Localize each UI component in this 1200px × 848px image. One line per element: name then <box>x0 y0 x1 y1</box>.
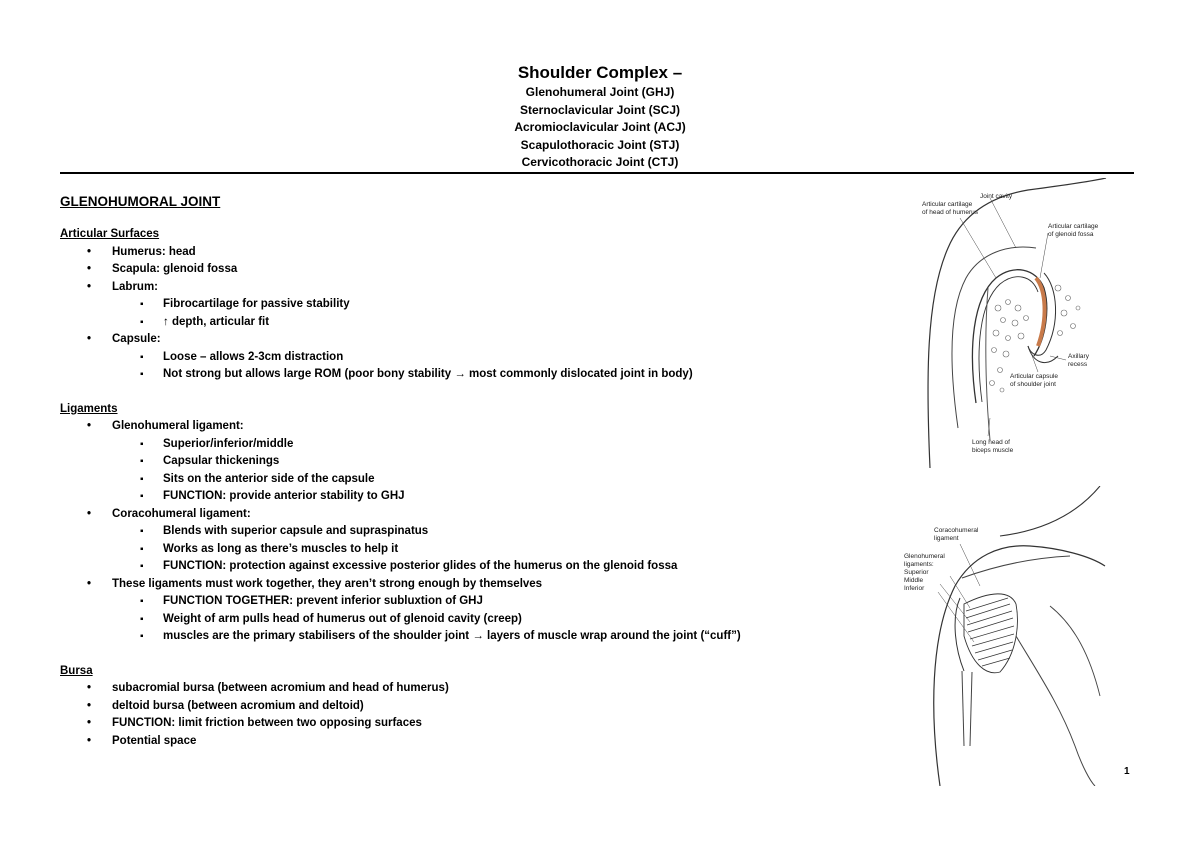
scapula-texture <box>1055 285 1080 336</box>
scapula-border <box>1050 606 1100 696</box>
list-subitem: ▪ Sits on the anterior side of the capsule <box>60 471 880 489</box>
page-title: Shoulder Complex – <box>517 63 683 82</box>
humeral-shaft-2 <box>970 672 972 746</box>
list-subitem: ▪ Loose – allows 2-3cm distraction <box>60 349 880 367</box>
list-item: • Potential space <box>60 733 880 751</box>
list-item: • Scapula: glenoid fossa <box>60 261 880 279</box>
label-glenohumeral: Glenohumeral <box>904 553 945 560</box>
label-biceps: Long head of <box>972 439 1010 446</box>
label-art-cart-head-2: of head of humerus <box>922 209 979 216</box>
shoulder-ligaments-figure <box>900 486 1120 786</box>
chest-contour <box>1016 636 1095 786</box>
label-art-cart-glenoid-2: of glenoid fossa <box>1048 231 1094 238</box>
label-capsule: Articular capsule <box>1010 373 1059 380</box>
label-biceps-2: biceps muscle <box>972 447 1014 454</box>
ligaments-list <box>60 418 880 646</box>
label-coracohumeral-2: ligament <box>934 535 959 542</box>
label-superior: Superior <box>904 569 929 576</box>
list-subitem: ▪ FUNCTION: protection against excessive posterior glides of the humerus on the glenoid fossa <box>60 558 880 576</box>
page-number: 1 <box>1124 766 1130 777</box>
list-item: • subacromial bursa (between acromium and head of humerus) <box>60 680 880 698</box>
list-item: • deltoid bursa (between acromium and deltoid) <box>60 698 880 716</box>
list-item: • Coracohumeral ligament: <box>60 506 880 524</box>
list-subitem: ▪ Not strong but allows large ROM (poor bony stability → most commonly dislocated joint in body) <box>60 366 880 384</box>
humeral-shaft <box>962 671 964 746</box>
label-art-cart-head: Articular cartilage <box>922 201 973 208</box>
glenohumeral-section-figure <box>918 178 1118 468</box>
list-subitem: ▪ Blends with superior capsule and supraspinatus <box>60 523 880 541</box>
label-inferior: Inferior <box>904 585 925 592</box>
shoulder-outline <box>928 178 1106 468</box>
list-subitem: ▪ FUNCTION: provide anterior stability to GHJ <box>60 488 880 506</box>
main-content <box>60 192 880 750</box>
list-subitem: ▪ Weight of arm pulls head of humerus out of glenoid cavity (creep) <box>60 611 880 629</box>
label-coracohumeral: Coracohumeral <box>934 527 979 534</box>
list-item: • Glenohumeral ligament: <box>60 418 880 436</box>
label-joint-cavity: Joint cavity <box>980 193 1013 200</box>
list-subitem: ▪ Works as long as there’s muscles to help it <box>60 541 880 559</box>
trapezius-outline <box>1000 486 1100 536</box>
list-subitem: ▪ Superior/inferior/middle <box>60 436 880 454</box>
header-divider <box>60 172 1134 174</box>
subtitle-scj: Sternoclavicular Joint (SCJ) <box>519 102 681 117</box>
shoulder-outline <box>934 546 1105 786</box>
page-header <box>0 62 1200 172</box>
list-item: • FUNCTION: limit friction between two opposing surfaces <box>60 715 880 733</box>
label-art-cart-glenoid: Articular cartilage <box>1048 223 1099 230</box>
list-subitem: ▪ Capsular thickenings <box>60 453 880 471</box>
list-item: • Capsule: <box>60 331 880 349</box>
label-axillary-2: recess <box>1068 361 1088 368</box>
subtitle-ghj: Glenohumeral Joint (GHJ) <box>525 85 675 99</box>
glenohumeral-ligaments-hatching <box>966 598 1014 666</box>
subtitle-acj: Acromioclavicular Joint (ACJ) <box>514 120 686 134</box>
list-subitem: ▪ muscles are the primary stabilisers of the shoulder joint → layers of muscle wrap around the joint (“cuff”) <box>60 628 880 646</box>
subtitle-ctj: Cervicothoracic Joint (CTJ) <box>521 155 679 169</box>
articular-list <box>60 244 880 384</box>
label-glenohumeral-2: ligaments: <box>904 561 934 568</box>
section-title: GLENOHUMORAL JOINT <box>60 194 221 209</box>
axillary-recess <box>1028 346 1058 363</box>
bursa-list <box>60 680 880 750</box>
label-middle: Middle <box>904 577 924 584</box>
list-subitem: ▪ Fibrocartilage for passive stability <box>60 296 880 314</box>
subtitle-stj: Scapulothoracic Joint (STJ) <box>520 137 680 152</box>
articular-heading: Articular Surfaces <box>60 228 160 240</box>
list-subitem: ▪ ↑ depth, articular fit <box>60 314 880 332</box>
capsule-outline <box>964 594 1017 673</box>
bursa-heading: Bursa <box>60 664 93 677</box>
ligaments-heading: Ligaments <box>60 402 118 415</box>
biceps-tendon <box>986 288 990 440</box>
list-item: • Labrum: <box>60 279 880 297</box>
label-capsule-2: of shoulder joint <box>1010 381 1056 388</box>
list-item: • Humerus: head <box>60 244 880 262</box>
list-item: • These ligaments must work together, they aren’t strong enough by themselves <box>60 576 880 594</box>
list-subitem: ▪ FUNCTION TOGETHER: prevent inferior subluxtion of GHJ <box>60 593 880 611</box>
label-axillary: Axillary <box>1068 353 1089 360</box>
